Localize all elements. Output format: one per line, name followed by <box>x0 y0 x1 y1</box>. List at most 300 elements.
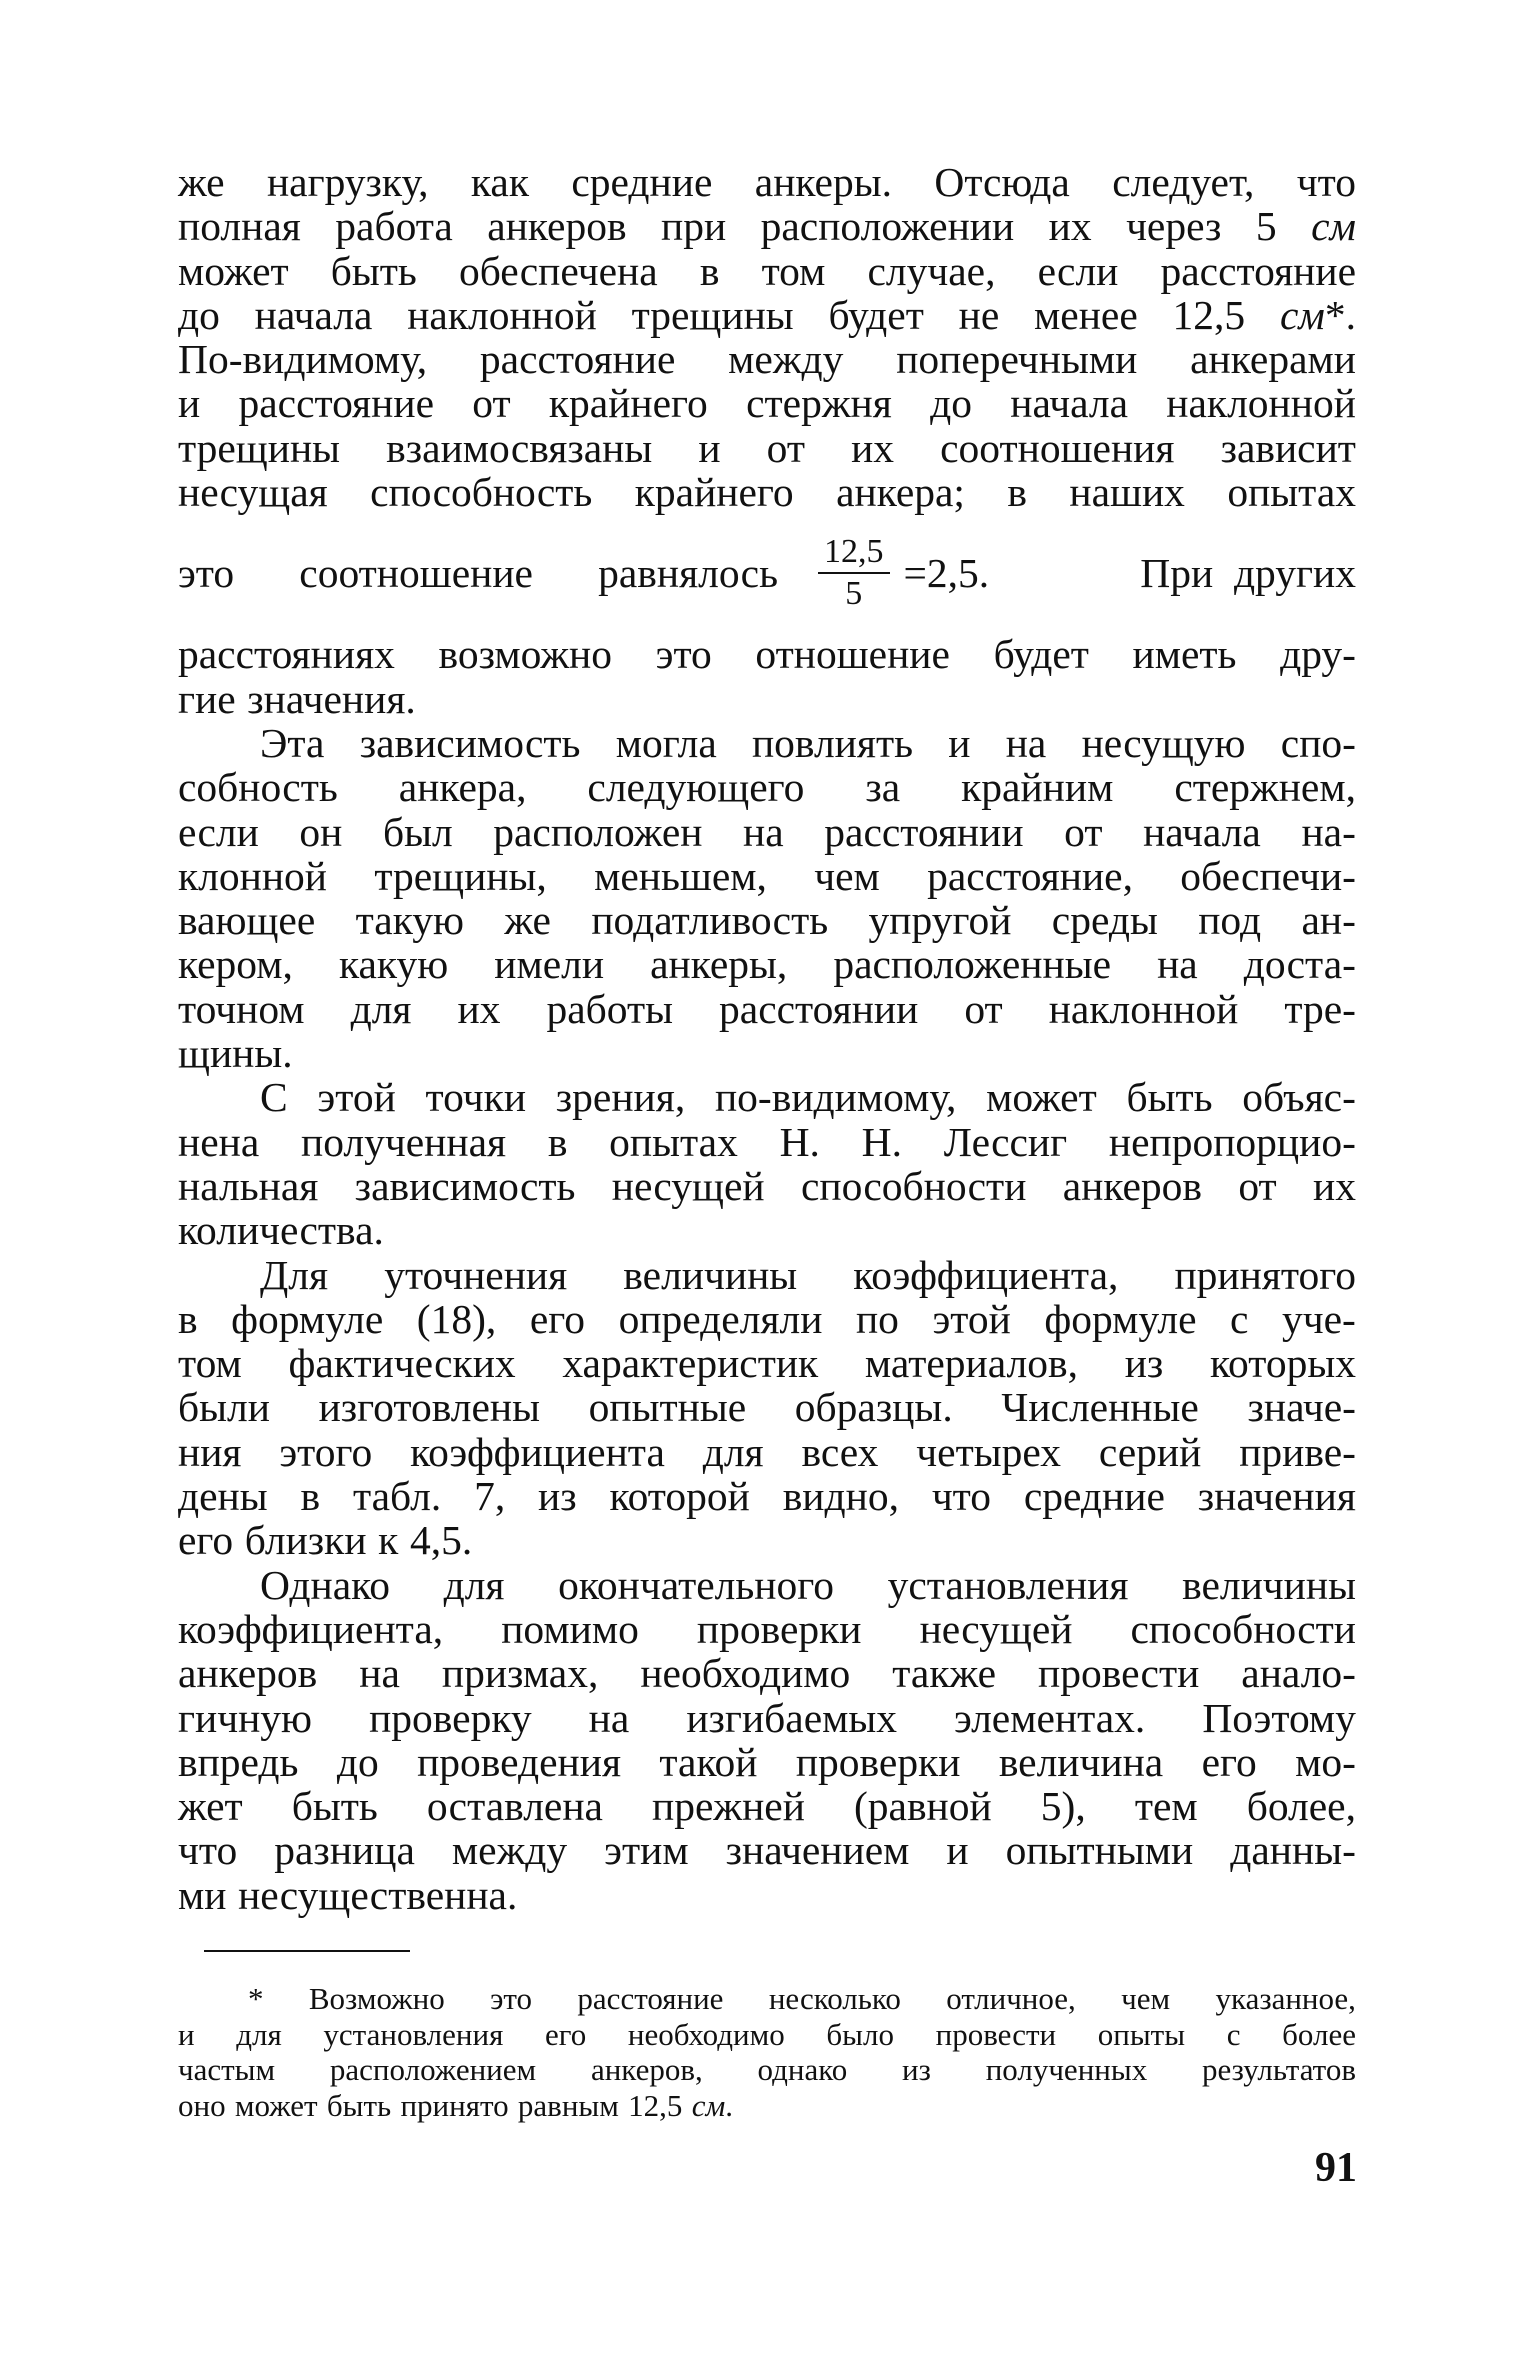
word: оно <box>178 2087 226 2123</box>
word: Возможно <box>308 1981 445 2016</box>
word: были <box>178 1384 270 1431</box>
word: на <box>588 1694 630 1741</box>
word: равным <box>517 2087 619 2123</box>
word: коэффициента <box>410 1428 665 1475</box>
text-line <box>178 1873 1356 1917</box>
word: принято <box>400 2087 509 2123</box>
word: приве- <box>1239 1428 1356 1475</box>
paragraph-2 <box>178 721 1356 1075</box>
word: и <box>698 424 721 471</box>
word: уточнения <box>384 1251 568 1298</box>
word: его <box>178 1517 234 1564</box>
word: же <box>504 897 551 944</box>
word: и <box>948 719 971 766</box>
word: крайнего <box>634 469 794 516</box>
word: опытными <box>1005 1827 1194 1874</box>
word: от <box>964 985 1003 1032</box>
word: может <box>234 2087 318 2123</box>
formula-line <box>178 514 1356 632</box>
word: зрения, <box>555 1074 686 1121</box>
word: расстоянии <box>719 985 919 1032</box>
word: однако <box>757 2052 848 2087</box>
word: и <box>178 2016 195 2052</box>
word: может <box>986 1074 1097 1121</box>
word: такой <box>659 1738 758 1785</box>
word: Н. <box>779 1118 820 1165</box>
word: анкера, <box>398 764 527 811</box>
word: см*. <box>1279 291 1356 338</box>
word: более <box>1282 2016 1356 2052</box>
paragraph-1 <box>178 160 1356 514</box>
word: впредь <box>178 1738 299 1785</box>
word: величины <box>1182 1561 1356 1608</box>
word: клонной <box>178 852 327 899</box>
word: наклонной <box>407 291 597 338</box>
word: к <box>378 1517 399 1564</box>
word: от <box>1238 1162 1277 1209</box>
word: 12,5 <box>1172 291 1246 338</box>
word: с <box>1226 2016 1241 2052</box>
word: этой <box>932 1295 1011 1342</box>
text-line <box>178 293 1356 337</box>
word: прежней <box>652 1783 805 1830</box>
word: уче- <box>1282 1295 1356 1342</box>
word: не <box>958 291 1000 338</box>
word: опытах <box>609 1118 738 1165</box>
word: соотношения <box>940 424 1175 471</box>
word: упругой <box>868 897 1012 944</box>
text-line <box>178 765 1356 809</box>
word: Однако <box>260 1561 390 1608</box>
word: этого <box>279 1428 373 1475</box>
word: в <box>1007 469 1027 516</box>
word: меньшем, <box>594 852 767 899</box>
text-line <box>178 1164 1356 1208</box>
word: По-видимому, <box>178 336 428 383</box>
paragraph-4 <box>178 1253 1356 1563</box>
word: трещины <box>631 291 794 338</box>
word: изготовлены <box>318 1384 540 1431</box>
word: Поэтому <box>1202 1694 1356 1741</box>
word: доста- <box>1243 941 1356 988</box>
word: 12,5 <box>628 2087 683 2123</box>
word: на <box>1157 941 1198 988</box>
text-line <box>178 677 1356 721</box>
word: анкеров, <box>590 2052 703 2087</box>
word: указанное, <box>1215 1981 1356 2016</box>
word: его <box>545 2016 587 2052</box>
word: из <box>902 2052 931 2087</box>
word: равнялось <box>598 550 778 597</box>
word: повлиять <box>751 719 914 766</box>
word: четырех <box>916 1428 1061 1475</box>
word: отличное, <box>946 1981 1076 2016</box>
word: табл. <box>352 1473 442 1520</box>
word: спо- <box>1280 719 1356 766</box>
word: его <box>529 1295 586 1342</box>
word: работа <box>335 203 453 250</box>
word: провести <box>1038 1650 1200 1697</box>
word: установления <box>323 2016 504 2052</box>
word: собность <box>178 764 338 811</box>
word: непропорцио- <box>1108 1118 1356 1165</box>
word: коэффициента, <box>178 1605 444 1652</box>
word: случае, <box>867 247 996 294</box>
word: * <box>248 1981 264 2016</box>
page-number: 91 <box>1315 2145 1357 2191</box>
word: до <box>930 380 972 427</box>
word: проведения <box>417 1738 622 1785</box>
word: проверки <box>795 1738 961 1785</box>
word: материалов, <box>864 1340 1078 1387</box>
paragraph-5 <box>178 1563 1356 1917</box>
word: которых <box>1210 1340 1356 1387</box>
word: 5), <box>1040 1783 1086 1830</box>
word: проверки <box>696 1605 862 1652</box>
word: начала <box>254 291 373 338</box>
word: 7, <box>474 1473 506 1520</box>
formula-lead-text <box>178 549 778 597</box>
word: быть <box>330 247 417 294</box>
word: формуле <box>1044 1295 1197 1342</box>
word: которой <box>609 1473 750 1520</box>
word: следует, <box>1112 159 1255 205</box>
text-line <box>178 1696 1356 1740</box>
text-line <box>178 1607 1356 1651</box>
word: частым <box>178 2052 276 2087</box>
word: расстояние <box>238 380 434 427</box>
word: значения <box>1197 1473 1356 1520</box>
word: расстояние <box>1160 247 1356 294</box>
word: способность <box>370 469 593 516</box>
word: стержнем, <box>1174 764 1356 811</box>
text-line <box>178 1828 1356 1872</box>
footnote-rule <box>204 1950 410 1952</box>
word: значения. <box>247 675 416 722</box>
text-line <box>178 1518 1356 1562</box>
word: коэффициента, <box>853 1251 1119 1298</box>
word: быть <box>326 2087 392 2123</box>
text-line <box>178 2052 1356 2088</box>
formula-result: =2,5. <box>903 550 990 597</box>
word: наклонной <box>1048 985 1239 1032</box>
word: анкера; <box>836 469 965 516</box>
word: это <box>655 631 712 678</box>
word: будет <box>828 291 924 338</box>
text-line <box>178 1474 1356 1518</box>
word: и <box>178 380 201 427</box>
word: нальная <box>178 1162 319 1209</box>
word: Эта <box>260 719 325 766</box>
word: будет <box>993 631 1089 678</box>
word: несущей <box>611 1162 765 1209</box>
formula-tail-text <box>1140 549 1356 597</box>
word: работы <box>546 985 674 1032</box>
word: от <box>1064 808 1103 855</box>
text-line <box>178 854 1356 898</box>
word: необходимо <box>640 1650 851 1697</box>
word: их <box>1312 1162 1356 1209</box>
word: отношение <box>755 631 950 678</box>
word: близки <box>244 1517 367 1564</box>
word: расстояние, <box>927 852 1133 899</box>
word: кером, <box>178 941 293 988</box>
word: если <box>1037 247 1119 294</box>
word: расстояние <box>479 336 676 383</box>
text-line <box>178 942 1356 986</box>
text-line <box>178 1253 1356 1297</box>
word: чем <box>814 852 880 899</box>
word: следующего <box>587 764 805 811</box>
word: способности <box>800 1162 1027 1209</box>
word: податливость <box>591 897 829 944</box>
word: он <box>299 808 343 855</box>
word: иметь <box>1132 631 1237 678</box>
word: их <box>1048 203 1092 250</box>
word: принятого <box>1174 1251 1356 1298</box>
text-line <box>178 1563 1356 1607</box>
text-line <box>178 1341 1356 1385</box>
word: при <box>661 203 727 250</box>
word: быть <box>291 1783 378 1830</box>
word: зависимость <box>359 719 581 766</box>
word: расположении <box>760 203 1015 250</box>
word: в <box>178 1295 198 1342</box>
word: для <box>350 985 412 1032</box>
word: несущественна. <box>238 1871 518 1918</box>
word: щины. <box>178 1030 293 1077</box>
word: если <box>178 808 259 855</box>
word: как <box>470 159 529 205</box>
word: что <box>178 1827 238 1874</box>
word: расположен <box>493 808 703 855</box>
word: 5 <box>1255 203 1277 250</box>
word: анкерами <box>1190 336 1356 383</box>
word: под <box>1198 897 1262 944</box>
word: способности <box>1130 1605 1356 1652</box>
word: с <box>1230 1295 1249 1342</box>
word: окончательного <box>558 1561 834 1608</box>
word: от <box>766 424 805 471</box>
word: взаимосвязаны <box>386 424 653 471</box>
text-line <box>178 1651 1356 1695</box>
text-line <box>178 1208 1356 1252</box>
text-line <box>178 1385 1356 1429</box>
word: тем <box>1134 1783 1198 1830</box>
text-line <box>178 2088 1356 2124</box>
word: нена <box>178 1118 260 1165</box>
word: это <box>178 550 235 597</box>
word: от <box>472 380 511 427</box>
text-line <box>178 1981 1356 2017</box>
text-line <box>178 2017 1356 2053</box>
word: нагрузку, <box>266 159 429 205</box>
word: Лессиг <box>943 1118 1068 1165</box>
word: по-видимому, <box>714 1074 957 1121</box>
word: объяс- <box>1242 1074 1356 1121</box>
word: призмах, <box>441 1650 599 1697</box>
word: расположением <box>329 2052 537 2087</box>
word: крайнего <box>548 380 708 427</box>
word: для <box>702 1428 764 1475</box>
word: же <box>178 159 225 205</box>
text-line <box>178 160 1356 204</box>
word: этой <box>317 1074 396 1121</box>
word: опытные <box>588 1384 747 1431</box>
word: гие <box>178 675 236 722</box>
word: более, <box>1246 1783 1356 1830</box>
text-line <box>178 632 1356 676</box>
word: ан- <box>1301 897 1356 944</box>
word: провести <box>935 2016 1057 2052</box>
word: из <box>1124 1340 1164 1387</box>
text-line <box>178 1031 1356 1075</box>
text-line <box>178 381 1356 425</box>
word: тре- <box>1284 985 1356 1032</box>
word: установления <box>887 1561 1129 1608</box>
word: расстоянии <box>824 808 1024 855</box>
word: такую <box>355 897 465 944</box>
word: анало- <box>1241 1650 1356 1697</box>
text-line <box>178 1297 1356 1341</box>
word: Численные <box>1001 1384 1199 1431</box>
word: несущая <box>178 469 328 516</box>
word: серий <box>1098 1428 1202 1475</box>
word: средние <box>571 159 713 205</box>
text-line <box>178 337 1356 381</box>
word: что <box>931 1473 992 1520</box>
word: обеспечи- <box>1180 852 1356 899</box>
word: за <box>865 764 901 811</box>
text-line <box>178 987 1356 1031</box>
word: расстояниях <box>178 631 395 678</box>
word: имели <box>494 941 605 988</box>
footnote <box>178 1981 1356 2123</box>
word: С <box>260 1074 288 1121</box>
word: 4,5. <box>409 1517 473 1564</box>
word: что <box>1296 159 1356 205</box>
text-line <box>178 721 1356 765</box>
word: между <box>728 336 844 383</box>
word: начала <box>1143 808 1261 855</box>
word: жет <box>178 1783 243 1830</box>
text-line <box>178 1740 1356 1784</box>
word: трещины, <box>374 852 547 899</box>
word: анкеров <box>1062 1162 1203 1209</box>
word: чем <box>1121 1981 1171 2016</box>
word: опыты <box>1097 2016 1186 2052</box>
word: это <box>490 1981 533 2016</box>
word: трещины <box>178 424 341 471</box>
word: количества. <box>178 1207 384 1254</box>
word: характеристик <box>562 1340 819 1387</box>
word: быть <box>1126 1074 1213 1121</box>
word: обеспечена <box>458 247 658 294</box>
text-line <box>178 1075 1356 1119</box>
word: всех <box>801 1428 879 1475</box>
word: возможно <box>438 631 613 678</box>
word: поперечными <box>896 336 1138 383</box>
word: проверку <box>369 1694 532 1741</box>
word: значением <box>725 1827 910 1874</box>
word: до <box>178 291 220 338</box>
word: в <box>699 247 720 294</box>
word: других <box>1233 550 1356 597</box>
word: зависит <box>1220 424 1356 471</box>
word: том <box>178 1340 242 1387</box>
word: анкеры. <box>754 159 892 205</box>
text-line <box>178 426 1356 470</box>
word: наших <box>1069 469 1185 516</box>
word: Для <box>260 1251 329 1298</box>
word: полученная <box>301 1118 507 1165</box>
word: величины <box>623 1251 798 1298</box>
word: Н. <box>861 1118 903 1165</box>
text-line <box>178 898 1356 942</box>
word: несущей <box>919 1605 1073 1652</box>
fraction-denominator: 5 <box>845 575 863 613</box>
word: этим <box>604 1827 689 1874</box>
word: результатов <box>1202 2052 1356 2087</box>
formula-tail <box>904 549 1357 597</box>
word: необходимо <box>627 2016 785 2052</box>
word: При <box>1140 550 1214 597</box>
word: между <box>451 1827 568 1874</box>
word: анкеры, <box>650 941 788 988</box>
word: на <box>359 1650 400 1697</box>
word: ми <box>178 1871 227 1918</box>
word: гичную <box>178 1694 313 1741</box>
fraction <box>818 534 890 612</box>
word: средние <box>1023 1473 1165 1520</box>
fraction-numerator: 12,5 <box>818 534 890 574</box>
word: несущую <box>1081 719 1246 766</box>
word: точном <box>178 985 305 1032</box>
word: до <box>336 1738 379 1785</box>
word: на- <box>1301 808 1356 855</box>
word: изгибаемых <box>686 1694 898 1741</box>
word: помимо <box>501 1605 639 1652</box>
word: опытах <box>1227 469 1356 516</box>
word: см <box>1311 203 1356 250</box>
word: его <box>1201 1738 1257 1785</box>
word: расположенные <box>833 941 1112 988</box>
paragraph-3 <box>178 1075 1356 1252</box>
word: несколько <box>768 1981 901 2016</box>
text-line <box>178 204 1356 248</box>
word: дены <box>178 1473 268 1520</box>
word: том <box>761 247 826 294</box>
word: может <box>178 247 289 294</box>
text-line <box>178 470 1356 514</box>
word: полная <box>178 203 301 250</box>
word: значе- <box>1247 1384 1356 1431</box>
word: разница <box>274 1827 415 1874</box>
word: крайним <box>961 764 1114 811</box>
word: анкеров <box>178 1650 318 1697</box>
word: фактических <box>288 1340 516 1387</box>
word: в <box>300 1473 321 1520</box>
word: данны- <box>1230 1827 1356 1874</box>
word: по <box>855 1295 899 1342</box>
word: определяли <box>618 1295 823 1342</box>
word: стержня <box>746 380 892 427</box>
word: анкеров <box>487 203 627 250</box>
word: на <box>1005 719 1047 766</box>
text-line <box>178 1430 1356 1474</box>
word: элементах. <box>954 1694 1146 1741</box>
word: (равной <box>853 1783 992 1830</box>
